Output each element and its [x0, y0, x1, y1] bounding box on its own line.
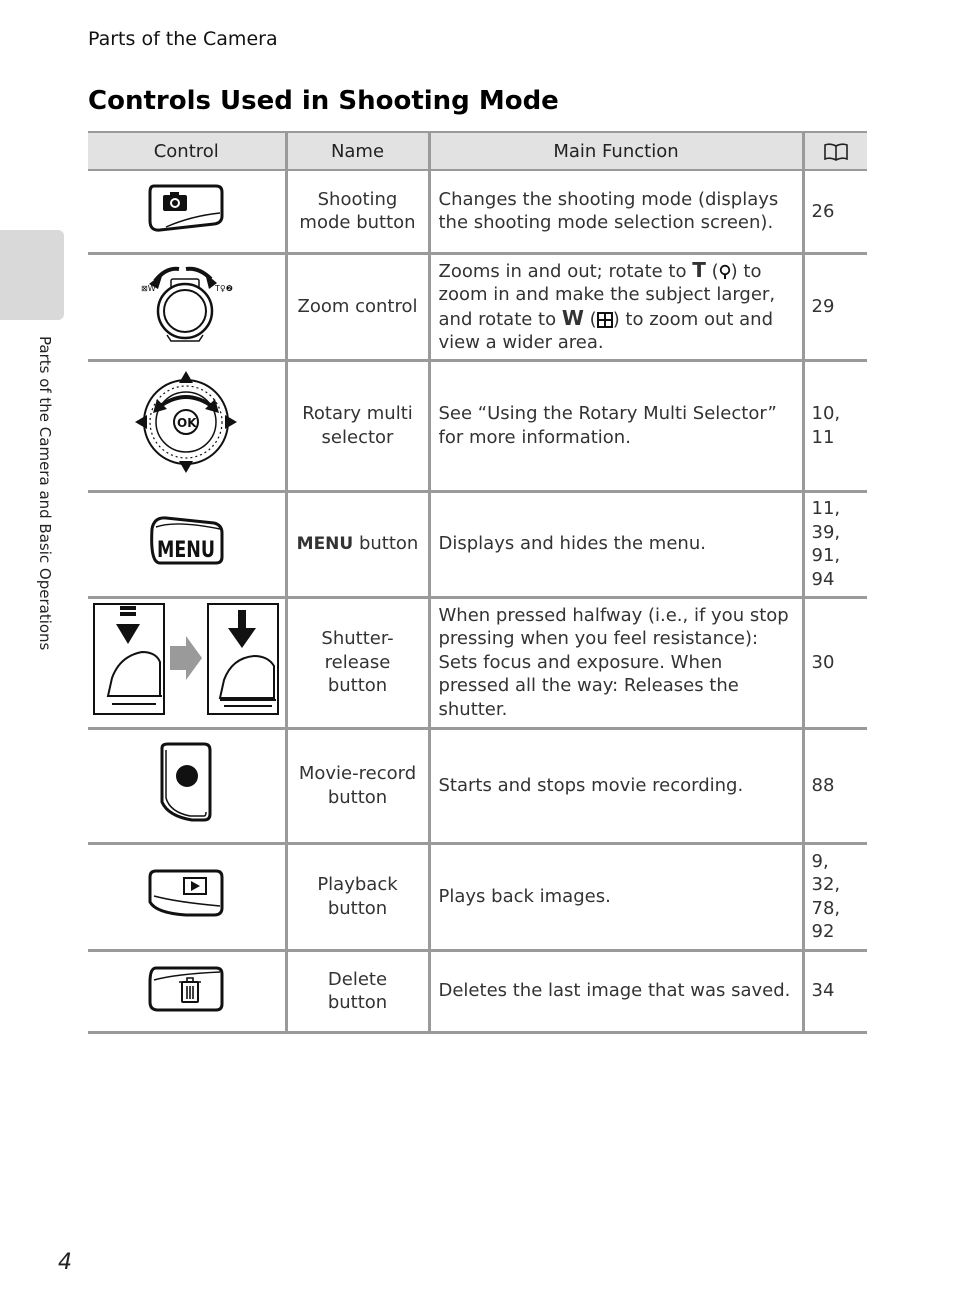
table-row — [88, 360, 867, 491]
control-function: Deletes the last image that was saved. — [429, 950, 803, 1032]
column-header-function: Main Function — [429, 132, 803, 170]
table-header-row — [88, 132, 867, 170]
rotary-multi-selector-icon — [133, 369, 239, 475]
side-tab — [0, 230, 64, 320]
page-reference: 30 — [803, 597, 867, 728]
page-number: 4 — [58, 1250, 72, 1275]
playback-button-icon — [146, 868, 226, 918]
control-name: Shooting mode button — [286, 170, 429, 253]
table-row — [88, 597, 867, 728]
control-image — [88, 597, 286, 728]
control-name: Playback button — [286, 843, 429, 950]
control-function: Starts and stops movie recording. — [429, 728, 803, 843]
movie-record-button-icon — [156, 742, 216, 822]
thumbnail-icon — [597, 312, 613, 328]
shooting-mode-button-icon — [146, 183, 226, 233]
control-image — [88, 491, 286, 597]
control-image — [88, 360, 286, 491]
wide-letter: W — [561, 305, 584, 330]
control-name: Movie-record button — [286, 728, 429, 843]
page-reference: 10, 11 — [803, 360, 867, 491]
control-name: Rotary multi selector — [286, 360, 429, 491]
table-row — [88, 491, 867, 597]
shutter-release-button-icon — [90, 600, 282, 718]
page-reference: 9, 32, 78, 92 — [803, 843, 867, 950]
control-image — [88, 728, 286, 843]
table-row — [88, 950, 867, 1032]
table-row — [88, 170, 867, 253]
page-title: Controls Used in Shooting Mode — [88, 86, 559, 116]
controls-table — [88, 131, 867, 1034]
page-reference: 11, 39, 91, 94 — [803, 491, 867, 597]
tele-letter: T — [692, 257, 706, 282]
page-reference: 26 — [803, 170, 867, 253]
control-function: Zooms in and out; rotate to T ( ) to zoom in and make the subject larger, and rotate to W ( ) to zoom out and view a wider area. — [429, 253, 803, 360]
control-function: Plays back images. — [429, 843, 803, 950]
book-icon — [823, 142, 849, 162]
menu-button-icon — [146, 515, 226, 567]
control-image — [88, 950, 286, 1032]
column-header-control: Control — [88, 132, 286, 170]
control-name: Shutter-release button — [286, 597, 429, 728]
zoom-control-icon — [131, 263, 241, 343]
table-row — [88, 728, 867, 843]
page-reference: 34 — [803, 950, 867, 1032]
control-image — [88, 253, 286, 360]
svg-text:OK: OK — [177, 416, 197, 431]
control-function: See “Using the Rotary Multi Selector” for more information. — [429, 360, 803, 491]
control-name: Zoom control — [286, 253, 429, 360]
svg-text:⊠W: ⊠W — [141, 284, 156, 294]
side-chapter-label: Parts of the Camera and Basic Operations — [36, 336, 54, 651]
delete-button-icon — [146, 962, 226, 1014]
table-row — [88, 843, 867, 950]
control-image — [88, 170, 286, 253]
table-row — [88, 253, 867, 360]
page-reference: 88 — [803, 728, 867, 843]
control-name: Delete button — [286, 950, 429, 1032]
breadcrumb: Parts of the Camera — [88, 28, 278, 50]
menu-glyph: MENU — [296, 533, 354, 554]
column-header-page-ref — [803, 132, 867, 170]
control-name: MENU button — [286, 491, 429, 597]
control-function: Displays and hides the menu. — [429, 491, 803, 597]
page-reference: 29 — [803, 253, 867, 360]
control-function: Changes the shooting mode (displays the shooting mode selection screen). — [429, 170, 803, 253]
control-image — [88, 843, 286, 950]
control-function: When pressed halfway (i.e., if you stop pressing when you feel resistance): Sets focus and exposure. When pressed all the way: Releases the shutter. — [429, 597, 803, 728]
magnify-icon — [719, 264, 731, 280]
svg-text:MENU: MENU — [157, 537, 216, 563]
svg-text:T♀❷: T♀❷ — [215, 284, 234, 294]
column-header-name: Name — [286, 132, 429, 170]
